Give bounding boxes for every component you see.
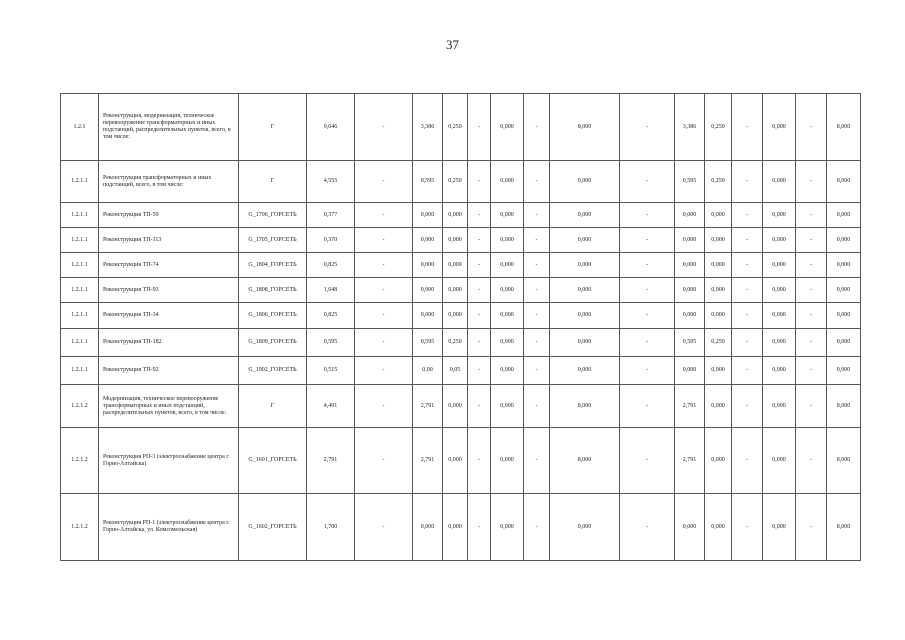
value-cell: 0,000 bbox=[763, 428, 796, 494]
value-cell: 8,000 bbox=[827, 494, 861, 561]
value-cell: 0,000 bbox=[443, 278, 468, 303]
value-cell: - bbox=[355, 357, 413, 385]
row-code-cell: 1.2.1.1 bbox=[61, 228, 99, 253]
value-cell: 0,370 bbox=[307, 228, 355, 253]
row-code-cell: 1.2.1.1 bbox=[61, 161, 99, 203]
value-cell: 0,000 bbox=[491, 278, 524, 303]
value-cell: 0,000 bbox=[550, 303, 620, 329]
value-cell: - bbox=[524, 94, 550, 161]
value-cell: - bbox=[468, 428, 491, 494]
row-id-cell: G_1804_ГОРСЕТЬ bbox=[239, 253, 307, 278]
value-cell: - bbox=[355, 253, 413, 278]
value-cell: 0,595 bbox=[413, 161, 443, 203]
value-cell: 8,000 bbox=[550, 94, 620, 161]
value-cell: - bbox=[524, 385, 550, 428]
value-cell: 0,000 bbox=[675, 278, 705, 303]
value-cell: - bbox=[468, 357, 491, 385]
value-cell: 0,000 bbox=[491, 385, 524, 428]
table-row bbox=[61, 428, 861, 494]
value-cell: 0,000 bbox=[705, 253, 732, 278]
value-cell: - bbox=[796, 253, 827, 278]
row-code-cell: 1.2.1.2 bbox=[61, 428, 99, 494]
row-name-cell: Реконструкция РП-1 (электроснабжение центра г. Горно-Алтайска, ул. Комсомольская) bbox=[99, 494, 239, 561]
value-cell: 0,000 bbox=[675, 303, 705, 329]
value-cell: 0,00 bbox=[413, 357, 443, 385]
table-row bbox=[61, 385, 861, 428]
value-cell: 0,000 bbox=[491, 329, 524, 357]
value-cell: - bbox=[468, 161, 491, 203]
table-row bbox=[61, 329, 861, 357]
value-cell: 0,000 bbox=[705, 357, 732, 385]
value-cell: 0,000 bbox=[827, 278, 861, 303]
value-cell: 0,000 bbox=[827, 303, 861, 329]
value-cell: 0,000 bbox=[443, 228, 468, 253]
value-cell: - bbox=[524, 428, 550, 494]
value-cell: 0,250 bbox=[443, 329, 468, 357]
value-cell: - bbox=[796, 428, 827, 494]
value-cell: - bbox=[732, 494, 763, 561]
value-cell: - bbox=[620, 303, 675, 329]
value-cell: - bbox=[620, 278, 675, 303]
value-cell: 8,000 bbox=[550, 385, 620, 428]
value-cell: 0,000 bbox=[763, 357, 796, 385]
value-cell: - bbox=[468, 253, 491, 278]
row-id-cell: G_1808_ГОРСЕТЬ bbox=[239, 278, 307, 303]
value-cell: 0,000 bbox=[550, 161, 620, 203]
value-cell: 0,000 bbox=[827, 161, 861, 203]
table-row bbox=[61, 228, 861, 253]
value-cell: 0,000 bbox=[491, 303, 524, 329]
value-cell: - bbox=[524, 203, 550, 228]
row-name-cell: Реконструкция ТП-74 bbox=[99, 253, 239, 278]
value-cell: - bbox=[355, 228, 413, 253]
value-cell: 4,555 bbox=[307, 161, 355, 203]
row-name-cell: Реконструкция ТП-113 bbox=[99, 228, 239, 253]
row-code-cell: 1.2.1.1 bbox=[61, 203, 99, 228]
row-id-cell: G_1705_ГОРСЕТЬ bbox=[239, 228, 307, 253]
value-cell: 0,000 bbox=[491, 94, 524, 161]
value-cell: - bbox=[468, 494, 491, 561]
value-cell: - bbox=[620, 161, 675, 203]
value-cell: - bbox=[620, 494, 675, 561]
value-cell: - bbox=[620, 329, 675, 357]
value-cell: - bbox=[468, 329, 491, 357]
value-cell: - bbox=[732, 228, 763, 253]
value-cell: 0,000 bbox=[763, 161, 796, 203]
row-name-cell: Реконструкция ТП-92 bbox=[99, 357, 239, 385]
value-cell: - bbox=[620, 94, 675, 161]
value-cell: - bbox=[524, 303, 550, 329]
row-name-cell: Реконструкция ТП-93 bbox=[99, 278, 239, 303]
row-id-cell: Г bbox=[239, 161, 307, 203]
value-cell: - bbox=[355, 203, 413, 228]
table-row bbox=[61, 278, 861, 303]
row-code-cell: 1.2.1.1 bbox=[61, 329, 99, 357]
value-cell: - bbox=[468, 303, 491, 329]
table-row bbox=[61, 303, 861, 329]
row-id-cell: G_1902_ГОРСЕТЬ bbox=[239, 357, 307, 385]
value-cell: 0,000 bbox=[413, 494, 443, 561]
value-cell: - bbox=[620, 253, 675, 278]
value-cell: 8,000 bbox=[827, 94, 861, 161]
value-cell: 0,000 bbox=[675, 357, 705, 385]
row-code-cell: 1.2.1.2 bbox=[61, 385, 99, 428]
row-code-cell: 1.2.1.2 bbox=[61, 494, 99, 561]
value-cell: - bbox=[355, 329, 413, 357]
value-cell: - bbox=[355, 428, 413, 494]
value-cell: - bbox=[355, 94, 413, 161]
value-cell: - bbox=[468, 203, 491, 228]
row-name-cell: Реконструкция РП-3 (электроснабжение центра г. Горно-Алтайска) bbox=[99, 428, 239, 494]
value-cell: 0,000 bbox=[413, 228, 443, 253]
row-name-cell: Реконструкция, модернизация, техническое перевооружение трансформаторных и иных подстанций, распределительных пунктов, всего, в том числе: bbox=[99, 94, 239, 161]
value-cell: - bbox=[524, 357, 550, 385]
value-cell: 4,491 bbox=[307, 385, 355, 428]
value-cell: 0,000 bbox=[763, 494, 796, 561]
row-id-cell: Г bbox=[239, 94, 307, 161]
value-cell: - bbox=[732, 303, 763, 329]
value-cell: 0,000 bbox=[705, 228, 732, 253]
value-cell: 0,000 bbox=[705, 494, 732, 561]
value-cell: 0,000 bbox=[763, 203, 796, 228]
table-row bbox=[61, 253, 861, 278]
value-cell: 0,000 bbox=[675, 203, 705, 228]
value-cell: 0,000 bbox=[705, 278, 732, 303]
row-name-cell: Реконструкция ТП-182 bbox=[99, 329, 239, 357]
value-cell: - bbox=[468, 385, 491, 428]
row-code-cell: 1.2.1.1 bbox=[61, 278, 99, 303]
row-name-cell: Модернизация, техническое перевооружение трансформаторных и иных подстанций, распределительных пунктов, всего, в том числе: bbox=[99, 385, 239, 428]
value-cell: 0,000 bbox=[550, 203, 620, 228]
value-cell: 0,000 bbox=[675, 228, 705, 253]
value-cell: 0,000 bbox=[675, 253, 705, 278]
value-cell: - bbox=[468, 228, 491, 253]
value-cell: 0,000 bbox=[763, 94, 796, 161]
row-id-cell: G_1601_ГОРСЕТЬ bbox=[239, 428, 307, 494]
table-row bbox=[61, 357, 861, 385]
table-body bbox=[61, 94, 861, 561]
value-cell: 0,000 bbox=[443, 494, 468, 561]
value-cell: 0,000 bbox=[413, 253, 443, 278]
value-cell: 0,377 bbox=[307, 203, 355, 228]
value-cell: 1,700 bbox=[307, 494, 355, 561]
row-code-cell: 1.2.1.1 bbox=[61, 253, 99, 278]
value-cell: 0,000 bbox=[491, 428, 524, 494]
value-cell: - bbox=[468, 278, 491, 303]
row-name-cell: Реконструкция трансформаторных и иных подстанций, всего, в том числе: bbox=[99, 161, 239, 203]
value-cell: - bbox=[732, 94, 763, 161]
value-cell: 0,000 bbox=[763, 228, 796, 253]
value-cell: - bbox=[796, 161, 827, 203]
value-cell: 0,000 bbox=[827, 253, 861, 278]
value-cell: 0,000 bbox=[443, 253, 468, 278]
row-code-cell: 1.2.1 bbox=[61, 94, 99, 161]
value-cell: - bbox=[796, 203, 827, 228]
value-cell: - bbox=[796, 357, 827, 385]
value-cell: - bbox=[355, 494, 413, 561]
value-cell: - bbox=[355, 385, 413, 428]
value-cell: 2,791 bbox=[413, 385, 443, 428]
value-cell: 0,250 bbox=[705, 161, 732, 203]
value-cell: 0,595 bbox=[307, 329, 355, 357]
row-id-cell: Г bbox=[239, 385, 307, 428]
value-cell: 0,000 bbox=[491, 203, 524, 228]
value-cell: - bbox=[796, 94, 827, 161]
value-cell: 8,000 bbox=[550, 428, 620, 494]
value-cell: 0,595 bbox=[413, 329, 443, 357]
value-cell: - bbox=[796, 303, 827, 329]
value-cell: 0,000 bbox=[491, 161, 524, 203]
value-cell: - bbox=[524, 494, 550, 561]
value-cell: - bbox=[796, 385, 827, 428]
value-cell: 0,000 bbox=[705, 203, 732, 228]
table-row bbox=[61, 494, 861, 561]
value-cell: 0,000 bbox=[763, 385, 796, 428]
value-cell: 0,250 bbox=[443, 161, 468, 203]
value-cell: - bbox=[355, 303, 413, 329]
value-cell: - bbox=[732, 161, 763, 203]
table-row bbox=[61, 161, 861, 203]
row-id-cell: G_1809_ГОРСЕТЬ bbox=[239, 329, 307, 357]
value-cell: 0,250 bbox=[443, 94, 468, 161]
value-cell: 0,000 bbox=[705, 385, 732, 428]
value-cell: - bbox=[620, 428, 675, 494]
value-cell: 2,791 bbox=[675, 428, 705, 494]
row-id-cell: G_1706_ГОРСЕТЬ bbox=[239, 203, 307, 228]
value-cell: - bbox=[468, 94, 491, 161]
value-cell: 2,791 bbox=[307, 428, 355, 494]
value-cell: 0,515 bbox=[307, 357, 355, 385]
row-name-cell: Реконструкция ТП-59 bbox=[99, 203, 239, 228]
value-cell: 0,825 bbox=[307, 303, 355, 329]
value-cell: - bbox=[796, 494, 827, 561]
value-cell: 0,000 bbox=[550, 228, 620, 253]
value-cell: 0,000 bbox=[491, 253, 524, 278]
row-id-cell: G_1602_ГОРСЕТЬ bbox=[239, 494, 307, 561]
value-cell: - bbox=[524, 329, 550, 357]
value-cell: 1,048 bbox=[307, 278, 355, 303]
row-name-cell: Реконструкция ТП-34 bbox=[99, 303, 239, 329]
value-cell: - bbox=[796, 329, 827, 357]
value-cell: 2,791 bbox=[675, 385, 705, 428]
value-cell: - bbox=[524, 278, 550, 303]
value-cell: - bbox=[524, 161, 550, 203]
value-cell: 0,000 bbox=[675, 494, 705, 561]
value-cell: 0,000 bbox=[413, 278, 443, 303]
value-cell: 0,000 bbox=[550, 357, 620, 385]
value-cell: - bbox=[796, 228, 827, 253]
value-cell: 0,595 bbox=[675, 329, 705, 357]
value-cell: 3,386 bbox=[413, 94, 443, 161]
value-cell: 0,000 bbox=[413, 303, 443, 329]
value-cell: 0,000 bbox=[443, 303, 468, 329]
table-row bbox=[61, 94, 861, 161]
value-cell: 0,000 bbox=[491, 228, 524, 253]
value-cell: - bbox=[355, 161, 413, 203]
value-cell: - bbox=[732, 428, 763, 494]
value-cell: 0,000 bbox=[827, 203, 861, 228]
investment-table bbox=[60, 93, 861, 561]
value-cell: 0,250 bbox=[705, 94, 732, 161]
value-cell: 8,000 bbox=[827, 385, 861, 428]
value-cell: 0,000 bbox=[550, 278, 620, 303]
value-cell: 2,791 bbox=[413, 428, 443, 494]
value-cell: 0,000 bbox=[827, 357, 861, 385]
value-cell: 3,386 bbox=[675, 94, 705, 161]
row-code-cell: 1.2.1.1 bbox=[61, 303, 99, 329]
value-cell: 0,000 bbox=[763, 278, 796, 303]
value-cell: 0,825 bbox=[307, 253, 355, 278]
value-cell: 0,000 bbox=[705, 428, 732, 494]
value-cell: 9,046 bbox=[307, 94, 355, 161]
value-cell: 0,000 bbox=[491, 494, 524, 561]
row-id-cell: G_1806_ГОРСЕТЬ bbox=[239, 303, 307, 329]
value-cell: 8,000 bbox=[827, 428, 861, 494]
value-cell: - bbox=[732, 203, 763, 228]
value-cell: - bbox=[732, 357, 763, 385]
table-row bbox=[61, 203, 861, 228]
value-cell: 0,000 bbox=[763, 303, 796, 329]
value-cell: 0,000 bbox=[443, 385, 468, 428]
value-cell: 0,000 bbox=[443, 428, 468, 494]
value-cell: - bbox=[796, 278, 827, 303]
value-cell: 0,000 bbox=[443, 203, 468, 228]
value-cell: - bbox=[620, 385, 675, 428]
value-cell: 0,000 bbox=[827, 228, 861, 253]
value-cell: 0,05 bbox=[443, 357, 468, 385]
value-cell: - bbox=[524, 228, 550, 253]
value-cell: - bbox=[620, 228, 675, 253]
value-cell: - bbox=[732, 329, 763, 357]
page-number: 37 bbox=[446, 37, 459, 52]
row-code-cell: 1.2.1.1 bbox=[61, 357, 99, 385]
value-cell: - bbox=[620, 357, 675, 385]
value-cell: - bbox=[732, 278, 763, 303]
value-cell: 0,000 bbox=[705, 303, 732, 329]
value-cell: 0,000 bbox=[763, 329, 796, 357]
value-cell: 0,000 bbox=[413, 203, 443, 228]
value-cell: 0,000 bbox=[550, 494, 620, 561]
value-cell: 0,000 bbox=[550, 329, 620, 357]
value-cell: - bbox=[355, 278, 413, 303]
value-cell: 0,000 bbox=[491, 357, 524, 385]
value-cell: - bbox=[732, 385, 763, 428]
value-cell: - bbox=[620, 203, 675, 228]
value-cell: 0,250 bbox=[705, 329, 732, 357]
value-cell: 0,000 bbox=[763, 253, 796, 278]
value-cell: 0,000 bbox=[550, 253, 620, 278]
value-cell: - bbox=[732, 253, 763, 278]
value-cell: 0,000 bbox=[827, 329, 861, 357]
value-cell: 0,595 bbox=[675, 161, 705, 203]
value-cell: - bbox=[524, 253, 550, 278]
